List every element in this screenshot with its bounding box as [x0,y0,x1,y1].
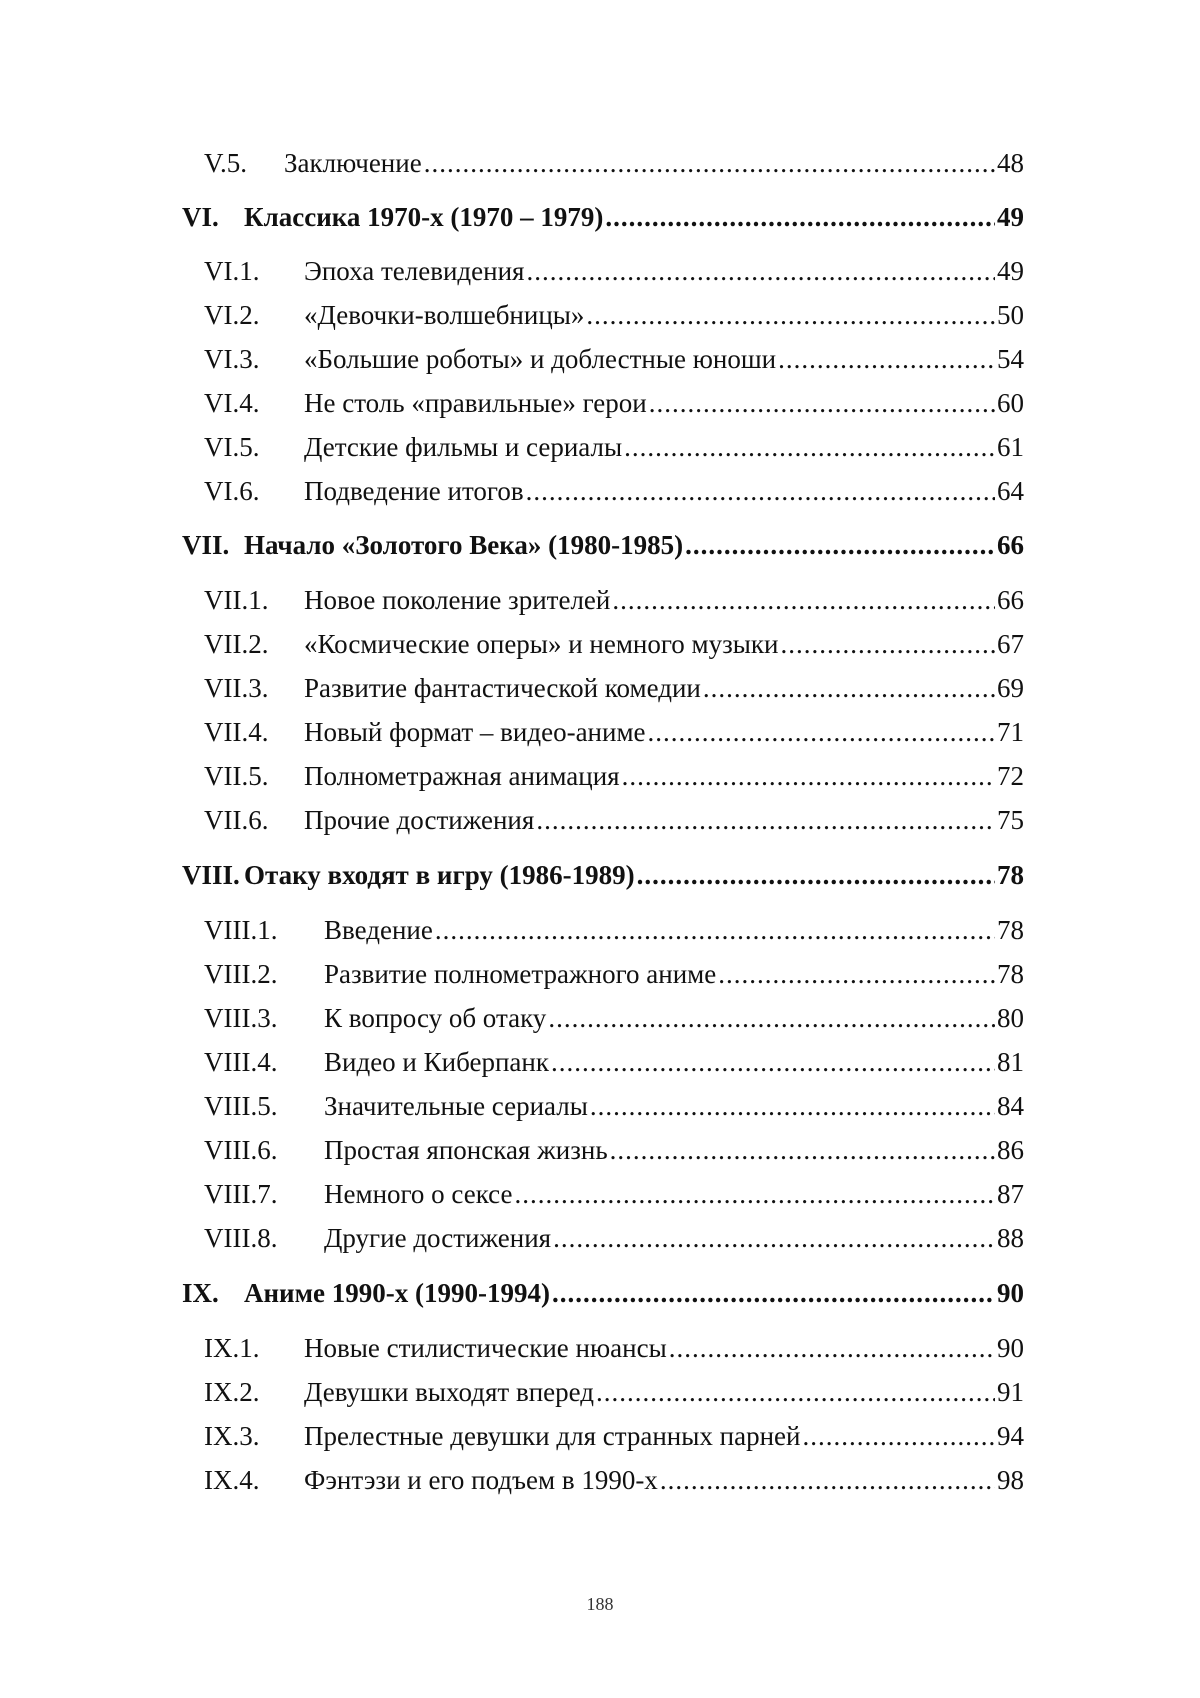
toc-section-row [204,1218,1024,1258]
toc-leader-dots [622,756,995,796]
toc-entry-number: VI.1. [204,256,260,286]
toc-section-row [204,251,1024,291]
toc-entry-page: 78 [997,915,1024,945]
toc-entry-page: 90 [997,1278,1024,1308]
toc-entry-page: 72 [997,761,1024,791]
toc-section-row [204,1416,1024,1456]
toc-entry-number: VIII.1. [204,915,278,945]
toc-entry-title: Девушки выходят вперед [304,1377,594,1407]
toc-entry-number: VII.5. [204,761,269,791]
toc-leader-dots [552,1273,995,1313]
toc-entry-number: IX.3. [204,1421,260,1451]
toc-section-row [204,295,1024,335]
toc-leader-dots [660,1460,995,1500]
toc-entry-title: Значительные сериалы [324,1091,588,1121]
toc-chapter-row [182,855,1024,895]
toc-leader-dots [590,1086,995,1126]
toc-entry-page: 48 [997,148,1024,178]
toc-leader-dots [624,427,995,467]
toc-section-row [204,1460,1024,1500]
toc-section-row [204,624,1024,664]
toc-entry-number: VIII.2. [204,959,278,989]
toc-entry-page: 98 [997,1465,1024,1495]
toc-entry-page: 64 [997,476,1024,506]
toc-entry-number: VIII.8. [204,1223,278,1253]
toc-entry-title: Подведение итогов [304,476,524,506]
toc-entry-title: «Девочки-волшебницы» [304,300,585,330]
toc-entry-number: IX.1. [204,1333,260,1363]
toc-entry-number: IX. [182,1278,219,1308]
toc-section-row [204,143,1024,183]
toc-section-row [204,427,1024,467]
toc-entry-title: Развитие полнометражного аниме [324,959,717,989]
toc-section-row [204,1086,1024,1126]
toc-entry-page: 49 [997,202,1024,232]
toc-entry-title: К вопросу об отаку [324,1003,547,1033]
toc-entry-number: IX.4. [204,1465,260,1495]
toc-section-row [204,910,1024,950]
toc-entry-page: 94 [997,1421,1024,1451]
toc-entry-title: Введение [324,915,433,945]
toc-entry-title: Другие достижения [324,1223,552,1253]
toc-entry-page: 81 [997,1047,1024,1077]
toc-leader-dots [802,1416,995,1456]
toc-section-row [204,471,1024,511]
toc-leader-dots [649,383,995,423]
toc-entry-title: Эпоха телевидения [304,256,525,286]
toc-entry-title: Детские фильмы и сериалы [304,432,623,462]
toc-entry-page: 67 [997,629,1024,659]
toc-chapter-row [182,197,1024,237]
toc-entry-number: IX.2. [204,1377,260,1407]
toc-section-row [204,1130,1024,1170]
toc-leader-dots [424,143,995,183]
toc-entry-page: 80 [997,1003,1024,1033]
toc-entry-number: VI.4. [204,388,260,418]
toc-entry-page: 66 [997,530,1024,560]
toc-entry-title: Прочие достижения [304,805,535,835]
toc-entry-title: Начало «Золотого Века» (1980-1985) [244,530,684,560]
toc-leader-dots [551,1042,995,1082]
toc-leader-dots [526,251,995,291]
toc-leader-dots [435,910,995,950]
toc-entry-number: VI. [182,202,219,232]
toc-entry-page: 86 [997,1135,1024,1165]
toc-section-row [204,954,1024,994]
toc-section-row [204,580,1024,620]
toc-entry-page: 78 [997,860,1024,890]
toc-chapter-row [182,525,1024,565]
toc-entry-page: 90 [997,1333,1024,1363]
toc-entry-title: Прелестные девушки для странных парней [304,1421,801,1451]
toc-entry-title: Отаку входят в игру (1986-1989) [244,860,635,890]
toc-entry-title: Классика 1970-х (1970 – 1979) [244,202,604,232]
toc-entry-number: VI.2. [204,300,260,330]
toc-leader-dots [536,800,995,840]
toc-leader-dots [605,197,995,237]
toc-entry-number: VI.6. [204,476,260,506]
toc-leader-dots [548,998,995,1038]
toc-section-row [204,1042,1024,1082]
toc-section-row [204,998,1024,1038]
toc-leader-dots [596,1372,995,1412]
toc-chapter-row [182,1273,1024,1313]
toc-entry-number: VII.4. [204,717,269,747]
toc-section-row [204,339,1024,379]
toc-entry-title: Немного о сексе [324,1179,513,1209]
toc-entry-title: Аниме 1990-х (1990-1994) [244,1278,550,1308]
toc-leader-dots [612,580,995,620]
toc-entry-page: 61 [997,432,1024,462]
toc-entry-number: VIII.6. [204,1135,278,1165]
toc-entry-title: Простая японская жизнь [324,1135,608,1165]
toc-entry-title: «Большие роботы» и доблестные юноши [304,344,777,374]
toc-entry-number: VIII. [182,860,240,890]
toc-entry-page: 71 [997,717,1024,747]
toc-entry-page: 75 [997,805,1024,835]
toc-leader-dots [610,1130,995,1170]
toc-entry-title: Новое поколение зрителей [304,585,611,615]
toc-entry-number: VIII.5. [204,1091,278,1121]
toc-entry-page: 54 [997,344,1024,374]
toc-entry-page: 87 [997,1179,1024,1209]
toc-entry-page: 88 [997,1223,1024,1253]
toc-entry-title: Новые стилистические нюансы [304,1333,667,1363]
toc-entry-page: 78 [997,959,1024,989]
toc-leader-dots [669,1328,995,1368]
toc-entry-number: V.5. [204,148,248,178]
toc-entry-page: 91 [997,1377,1024,1407]
toc-section-row [204,1174,1024,1214]
toc-entry-title: Фэнтэзи и его подъем в 1990-х [304,1465,658,1495]
page-number: 188 [586,1594,614,1614]
toc-entry-number: VI.3. [204,344,260,374]
toc-leader-dots [648,712,995,752]
toc-leader-dots [778,339,995,379]
toc-leader-dots [586,295,995,335]
toc-entry-page: 84 [997,1091,1024,1121]
toc-entry-title: Полнометражная анимация [304,761,620,791]
toc-leader-dots [718,954,995,994]
toc-leader-dots [780,624,995,664]
toc-leader-dots [526,471,995,511]
toc-entry-title: Новый формат – видео-аниме [304,717,646,747]
toc-section-row [204,668,1024,708]
toc-leader-dots [637,855,995,895]
toc-entry-number: VII. [182,530,230,560]
toc-entry-number: VIII.3. [204,1003,278,1033]
toc-entry-page: 69 [997,673,1024,703]
toc-section-row [204,383,1024,423]
toc-leader-dots [703,668,995,708]
toc-entry-page: 66 [997,585,1024,615]
toc-section-row [204,756,1024,796]
toc-entry-number: VII.3. [204,673,269,703]
toc-entry-page: 50 [997,300,1024,330]
toc-entry-title: Развитие фантастической комедии [304,673,701,703]
toc-entry-number: VIII.4. [204,1047,278,1077]
toc-section-row [204,1328,1024,1368]
toc-leader-dots [514,1174,995,1214]
toc-entry-page: 49 [997,256,1024,286]
toc-section-row [204,800,1024,840]
toc-entry-number: VII.6. [204,805,269,835]
toc-entry-title: Заключение [284,148,422,178]
toc-entry-number: VII.2. [204,629,269,659]
toc-entry-number: VII.1. [204,585,269,615]
toc-entry-title: Не столь «правильные» герои [304,388,647,418]
toc-entry-title: Видео и Киберпанк [324,1047,549,1077]
toc-entry-number: VI.5. [204,432,260,462]
toc-leader-dots [685,525,995,565]
toc-entry-page: 60 [997,388,1024,418]
toc-entry-title: «Космические оперы» и немного музыки [304,629,779,659]
toc-leader-dots [553,1218,995,1258]
toc-section-row [204,1372,1024,1412]
toc-section-row [204,712,1024,752]
toc-entry-number: VIII.7. [204,1179,278,1209]
